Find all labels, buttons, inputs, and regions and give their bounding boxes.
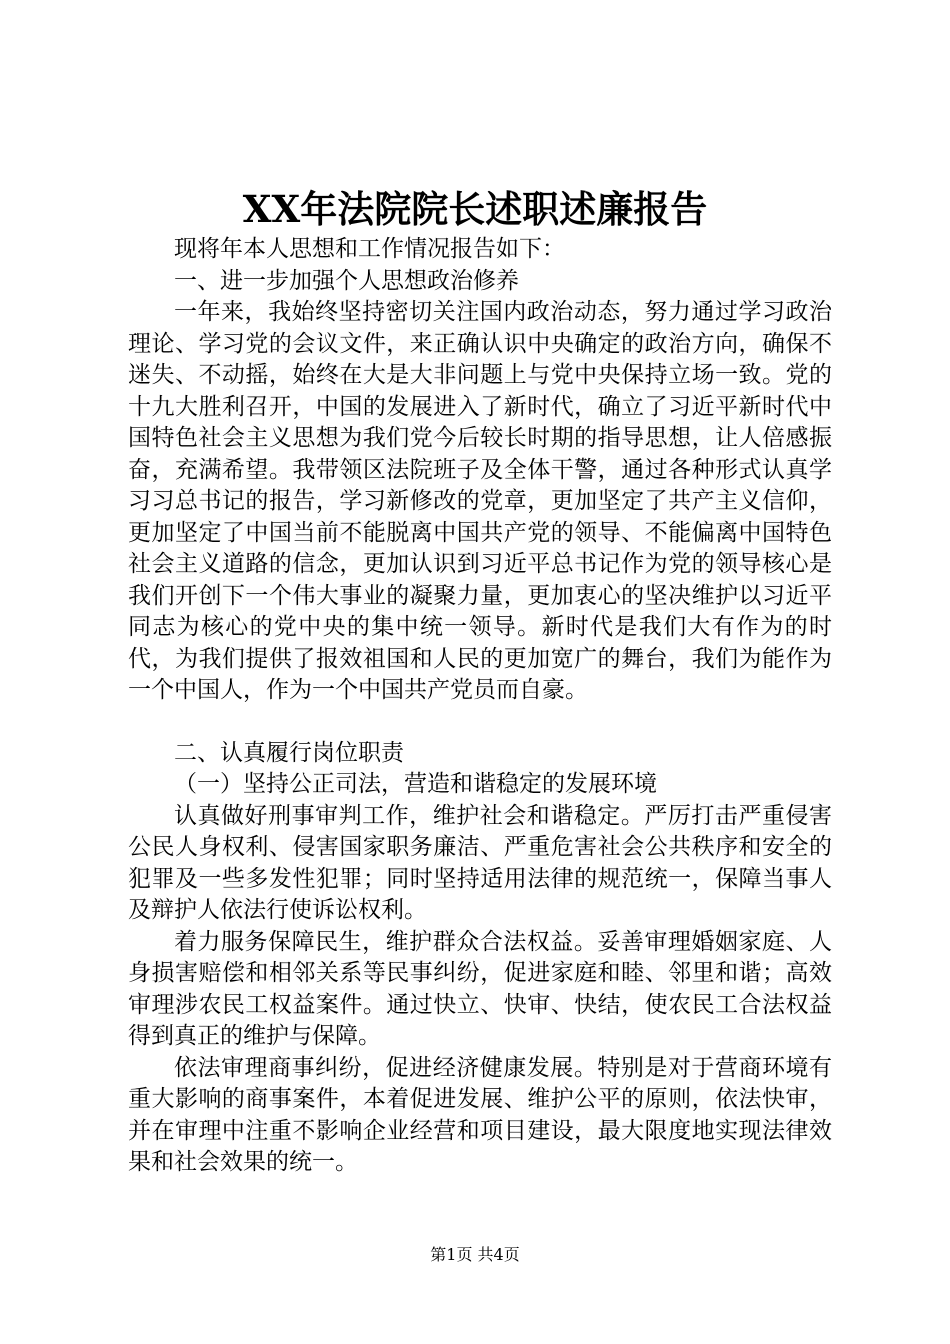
paragraph-commercial-disputes: 依法审理商事纠纷，促进经济健康发展。特别是对于营商环境有重大影响的商事案件，本着促进发展、维护公平的原则，依法快审，并在审理中注重不影响企业经营和项目建设，最大限度地实现法律效果和社会效果的统一。 <box>128 1054 832 1175</box>
document-title: XX年法院院长述职述廉报告 <box>242 187 708 231</box>
paragraph-criminal-trial: 认真做好刑事审判工作，维护社会和谐稳定。严厉打击严重侵害公民人身权利、侵害国家职务廉洁、严重危害社会公共秩序和安全的犯罪及一些多发性犯罪；同时坚持适用法律的规范统一，保障当事人及辩护人依法行使诉讼权利。 <box>128 802 832 923</box>
paragraph-civil-livelihood: 着力服务保障民生，维护群众合法权益。妥善审理婚姻家庭、人身损害赔偿和相邻关系等民事纠纷，促进家庭和睦、邻里和谐；高效审理涉农民工权益案件。通过快立、快审、快结，使农民工合法权益得到真正的维护与保障。 <box>128 928 832 1049</box>
section-heading-1: 一、进一步加强个人思想政治修养 <box>174 267 519 294</box>
section-heading-2: 二、认真履行岗位职责 <box>174 739 404 766</box>
subsection-heading-1: （一）坚持公正司法，营造和谐稳定的发展环境 <box>174 771 657 797</box>
paragraph-intro: 现将年本人思想和工作情况报告如下： <box>174 236 565 262</box>
paragraph-political-study: 一年来，我始终坚持密切关注国内政治动态，努力通过学习政治理论、学习党的会议文件，来正确认识中央确定的政治方向，确保不迷失、不动摇，始终在大是大非问题上与党中央保持立场一致。党的十九大胜利召开，中国的发展进入了新时代，确立了习近平新时代中国特色社会主义思想为我们党今后较长时期的指导思想，让人倍感振奋，充满希望。我带领区法院班子及全体干警，通过各种形式认真学习习总书记的报告，学习新修改的党章，更加坚定了共产主义信仰，更加坚定了中国当前不能脱离中国共产党的领导、不能偏离中国特色社会主义道路的信念，更加认识到习近平总书记作为党的领导核心是我们开创下一个伟大事业的凝聚力量，更加衷心的坚决维护以习近平同志为核心的党中央的集中统一领导。新时代是我们大有作为的时代，为我们提供了报效祖国和人民的更加宽广的舞台，我们为能作为一个中国人，作为一个中国共产党员而自豪。 <box>128 299 832 703</box>
page-number-footer: 第1页 共4页 <box>430 1245 520 1264</box>
document-body <box>128 234 832 1179</box>
